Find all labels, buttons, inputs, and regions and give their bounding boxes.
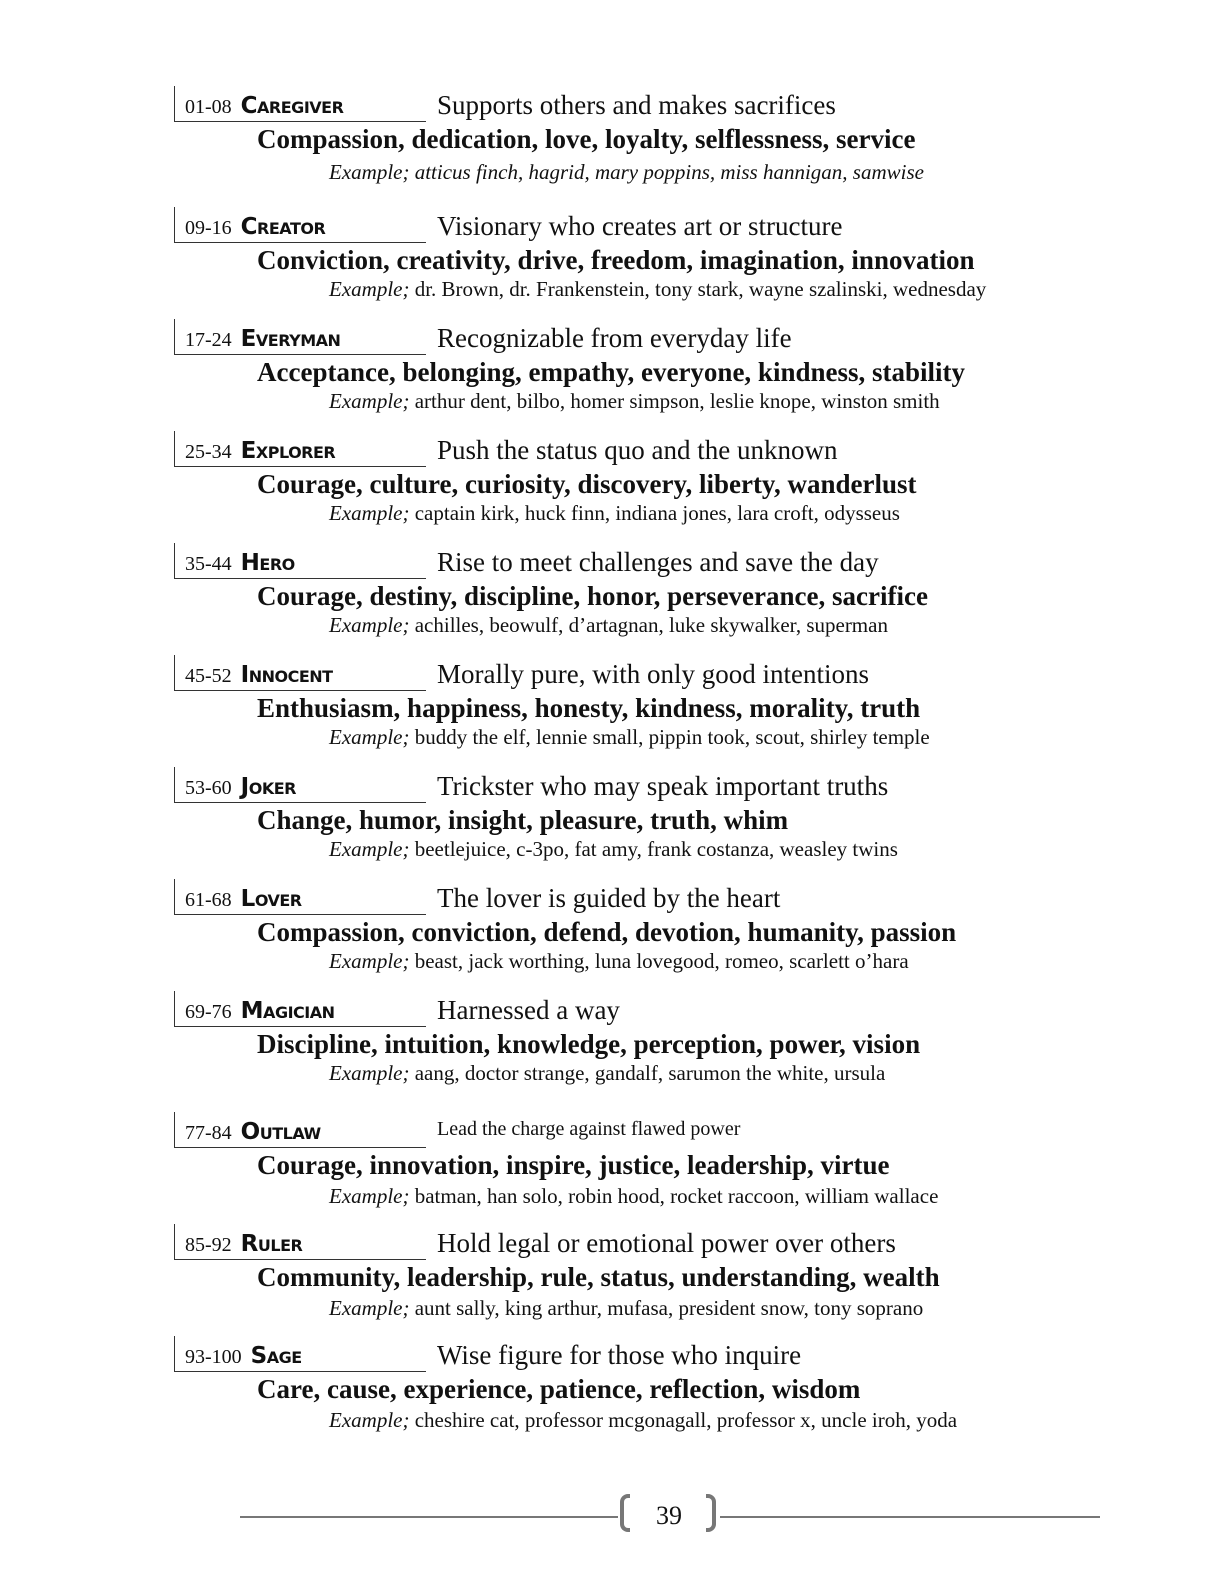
entry-name: Hero — [240, 550, 295, 576]
page-footer — [0, 1490, 1224, 1550]
entry-name: Everyman — [240, 326, 341, 352]
example-names: dr. Brown, dr. Frankenstein, tony stark, wayne szalinski, wednesday — [414, 277, 987, 301]
entry-range: 17-24 — [185, 329, 232, 351]
archetype-entry-ruler — [0, 1224, 1224, 1334]
entry-example — [329, 1296, 923, 1320]
entry-heading-box — [174, 207, 426, 243]
example-names: beetlejuice, c-3po, fat amy, frank costanza, weasley twins — [414, 837, 898, 861]
entry-description: Hold legal or emotional power over others — [437, 1228, 896, 1258]
entry-description: The lover is guided by the heart — [437, 883, 781, 913]
example-label: Example; — [329, 501, 410, 525]
example-names: aang, doctor strange, gandalf, sarumon the white, ursula — [414, 1061, 886, 1085]
entry-traits: Courage, innovation, inspire, justice, leadership, virtue — [257, 1150, 890, 1180]
entry-description: Wise figure for those who inquire — [437, 1340, 802, 1370]
entry-range-line — [185, 776, 296, 799]
entry-example — [329, 277, 986, 301]
example-names: achilles, beowulf, d’artagnan, luke skywalker, superman — [414, 613, 888, 637]
entry-name: Explorer — [240, 438, 336, 464]
entry-name: Sage — [250, 1343, 302, 1369]
archetype-entry-outlaw — [0, 1112, 1224, 1222]
entry-traits: Acceptance, belonging, empathy, everyone, kindness, stability — [257, 357, 966, 387]
entry-heading-box — [174, 543, 426, 579]
footer-rule-right — [720, 1516, 1100, 1518]
entry-traits: Discipline, intuition, knowledge, perception, power, vision — [257, 1029, 921, 1059]
entry-heading-box — [174, 879, 426, 915]
entry-example — [329, 1061, 885, 1085]
archetype-entry-magician — [0, 991, 1224, 1101]
entry-heading-box — [174, 319, 426, 355]
entry-range-line — [185, 440, 335, 463]
archetype-entry-lover — [0, 879, 1224, 989]
entry-traits: Compassion, dedication, love, loyalty, selflessness, service — [257, 124, 916, 154]
entry-heading-box — [174, 86, 426, 122]
entry-range: 77-84 — [185, 1122, 232, 1144]
entry-traits: Courage, culture, curiosity, discovery, liberty, wanderlust — [257, 469, 917, 499]
entry-range: 09-16 — [185, 217, 232, 239]
entry-description: Visionary who creates art or structure — [437, 211, 843, 241]
example-label: Example; — [329, 1296, 410, 1320]
example-names: arthur dent, bilbo, homer simpson, leslie knope, winston smith — [414, 389, 940, 413]
entry-description: Push the status quo and the unknown — [437, 435, 838, 465]
entry-name: Lover — [240, 886, 302, 912]
entry-name: Outlaw — [240, 1119, 321, 1145]
entry-range-line — [185, 664, 333, 687]
entry-range: 45-52 — [185, 665, 232, 687]
footer-rule-left — [240, 1516, 618, 1518]
example-names: captain kirk, huck finn, indiana jones, lara croft, odysseus — [414, 501, 900, 525]
example-names: beast, jack worthing, luna lovegood, romeo, scarlett o’hara — [414, 949, 909, 973]
left-brace-icon — [620, 1494, 630, 1532]
entry-range-line — [185, 95, 343, 118]
entry-traits: Conviction, creativity, drive, freedom, imagination, innovation — [257, 245, 975, 275]
example-label: Example; — [329, 277, 410, 301]
entry-heading-box — [174, 1336, 426, 1372]
example-label: Example; — [329, 949, 410, 973]
entry-heading-box — [174, 767, 426, 803]
entry-range: 25-34 — [185, 441, 232, 463]
entry-heading-box — [174, 991, 426, 1027]
archetype-entry-sage — [0, 1336, 1224, 1446]
example-label: Example; — [329, 1184, 410, 1208]
entry-range-line — [185, 1121, 321, 1144]
entry-range-line — [185, 328, 340, 351]
entry-traits: Enthusiasm, happiness, honesty, kindness, morality, truth — [257, 693, 921, 723]
example-label: Example; — [329, 1061, 410, 1085]
archetype-entry-joker — [0, 767, 1224, 877]
archetype-entry-creator — [0, 207, 1224, 317]
entry-name: Magician — [240, 998, 335, 1024]
example-names: cheshire cat, professor mcgonagall, professor x, uncle iroh, yoda — [414, 1408, 958, 1432]
entry-traits: Courage, destiny, discipline, honor, perseverance, sacrifice — [257, 581, 928, 611]
entry-example — [329, 389, 940, 413]
entry-traits: Care, cause, experience, patience, reflection, wisdom — [257, 1374, 861, 1404]
example-label: Example; — [329, 837, 410, 861]
page-number: 39 — [656, 1501, 682, 1530]
entry-name: Ruler — [240, 1231, 303, 1257]
example-label: Example; — [329, 389, 410, 413]
entry-example — [329, 160, 924, 184]
entry-example — [329, 1408, 957, 1432]
entry-example — [329, 725, 930, 749]
entry-example — [329, 949, 909, 973]
entry-range: 35-44 — [185, 553, 232, 575]
entry-range: 69-76 — [185, 1001, 232, 1023]
example-label: Example; — [329, 1408, 410, 1432]
entry-traits: Compassion, conviction, defend, devotion, humanity, passion — [257, 917, 957, 947]
entry-heading-box — [174, 1112, 426, 1148]
entry-traits: Change, humor, insight, pleasure, truth, whim — [257, 805, 789, 835]
entry-name: Joker — [240, 774, 296, 800]
example-label: Example; — [329, 725, 410, 749]
right-brace-icon — [706, 1494, 716, 1532]
entry-range-line — [185, 1233, 302, 1256]
entry-description: Trickster who may speak important truths — [437, 771, 889, 801]
entry-example — [329, 613, 888, 637]
entry-description: Harnessed a way — [437, 995, 620, 1025]
entry-range-line — [185, 1000, 335, 1023]
entry-range: 53-60 — [185, 777, 232, 799]
entry-range: 61-68 — [185, 889, 232, 911]
archetype-entry-hero — [0, 543, 1224, 653]
entry-traits: Community, leadership, rule, status, understanding, wealth — [257, 1262, 940, 1292]
archetype-entry-innocent — [0, 655, 1224, 765]
entry-heading-box — [174, 655, 426, 691]
entry-name: Creator — [240, 214, 326, 240]
entry-name: Innocent — [240, 662, 333, 688]
entry-range: 93-100 — [185, 1346, 242, 1368]
example-names: buddy the elf, lennie small, pippin took, scout, shirley temple — [414, 725, 930, 749]
entry-range-line — [185, 888, 302, 911]
archetype-entry-caregiver — [0, 86, 1224, 196]
entry-description: Lead the charge against flawed power — [437, 1118, 741, 1140]
entry-example — [329, 1184, 938, 1208]
entry-range: 85-92 — [185, 1234, 232, 1256]
entry-description: Recognizable from everyday life — [437, 323, 792, 353]
example-names: batman, han solo, robin hood, rocket raccoon, william wallace — [414, 1184, 939, 1208]
entry-range-line — [185, 1345, 302, 1368]
entry-heading-box — [174, 431, 426, 467]
example-names: aunt sally, king arthur, mufasa, president snow, tony soprano — [414, 1296, 924, 1320]
entry-description: Morally pure, with only good intentions — [437, 659, 869, 689]
entry-range-line — [185, 552, 295, 575]
entry-description: Rise to meet challenges and save the day — [437, 547, 879, 577]
entry-name: Caregiver — [240, 93, 344, 119]
example-label: Example; — [329, 613, 410, 637]
entry-example — [329, 501, 900, 525]
entry-example — [329, 837, 898, 861]
entry-description: Supports others and makes sacrifices — [437, 90, 836, 120]
archetype-entry-explorer — [0, 431, 1224, 541]
entry-range-line — [185, 216, 325, 239]
example-names: atticus finch, hagrid, mary poppins, miss hannigan, samwise — [414, 160, 924, 184]
entry-heading-box — [174, 1224, 426, 1260]
example-label: Example; — [329, 160, 410, 184]
entry-range: 01-08 — [185, 96, 232, 118]
archetype-entry-everyman — [0, 319, 1224, 429]
